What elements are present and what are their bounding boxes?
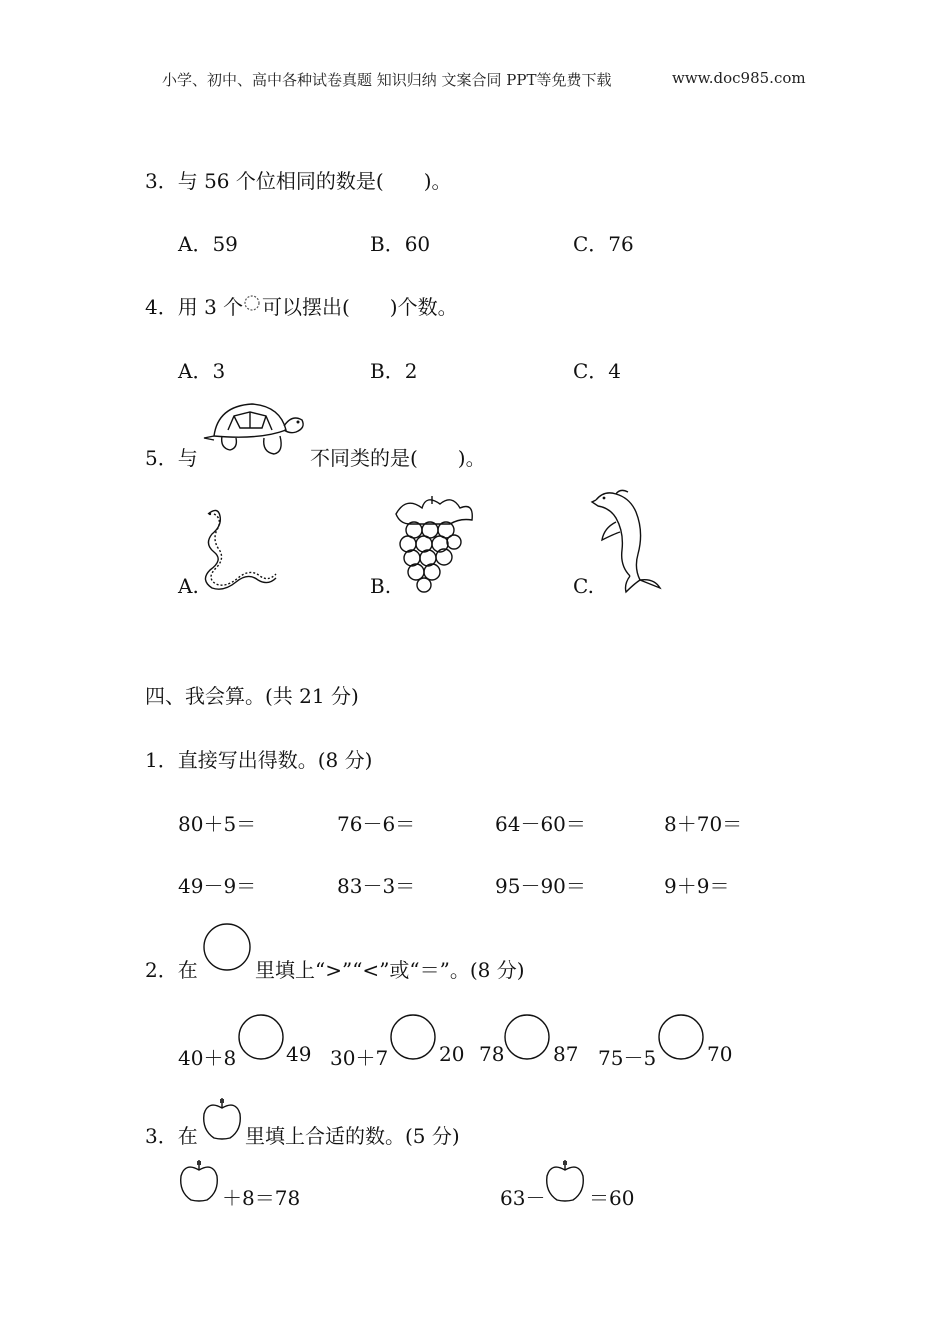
q4-option-c: C．4 [573,359,622,383]
q5-stem-end: 不同类的是( )。 [310,446,486,470]
p2-title-end: 里填上“>”“<”或“＝”。(8 分) [255,958,525,982]
section4-title: 四、我会算。(共 21 分) [145,684,359,708]
q3-option-a: A．59 [178,232,238,256]
p2-title-start: 2．在 [145,958,198,982]
calc-item: 49－9＝ [178,874,257,898]
compare-right: 49 [286,1042,312,1066]
calc-item: 8＋70＝ [664,812,743,836]
header-url: www.doc985.com [672,69,806,87]
compare-circle[interactable] [237,1013,285,1061]
compare-right: 70 [707,1042,733,1066]
q5-option-a: A. [178,574,199,598]
q5-option-c: C. [573,574,594,598]
circle-blank-icon [202,922,252,972]
snake-icon [196,504,280,594]
p3-equation-1: ＋8＝78 [222,1186,301,1210]
q5-stem-start: 5．与 [145,446,198,470]
turtle-icon [200,398,308,464]
p3-equation-2-start: 63－ [500,1186,546,1210]
calc-item: 80＋5＝ [178,812,257,836]
calc-item: 76－6＝ [337,812,416,836]
q4-option-b: B．2 [370,359,418,383]
q3-stem: 3．与 56 个位相同的数是( )。 [145,169,452,193]
p3-equation-2-end: ＝60 [589,1186,635,1210]
header-text: 小学、初中、高中各种试卷真题 知识归纳 文案合同 PPT等免费下载 [162,71,612,89]
p1-title: 1．直接写出得数。(8 分) [145,748,373,772]
dolphin-icon [590,488,664,594]
compare-left: 75－5 [598,1046,657,1070]
q3-option-c: C．76 [573,232,634,256]
compare-left: 78 [479,1042,505,1066]
grapes-icon [386,494,478,594]
calc-item: 83－3＝ [337,874,416,898]
compare-circle[interactable] [657,1013,705,1061]
p3-title-start: 3．在 [145,1124,198,1148]
compare-right: 20 [439,1042,465,1066]
compare-circle[interactable] [389,1013,437,1061]
q4-stem-end: 可以摆出( )个数。 [262,295,458,319]
bead-icon [242,293,262,313]
p3-title-end: 里填上合适的数。(5 分) [245,1124,460,1148]
calc-item: 9＋9＝ [664,874,730,898]
compare-left: 40＋8 [178,1046,237,1070]
compare-right: 87 [553,1042,579,1066]
compare-left: 30＋7 [330,1046,389,1070]
calc-item: 64－60＝ [495,812,586,836]
apple-icon [200,1096,244,1142]
q4-stem-start: 4．用 3 个 [145,295,244,319]
calc-item: 95－90＝ [495,874,586,898]
apple-blank[interactable] [177,1158,221,1204]
q3-option-b: B．60 [370,232,431,256]
q5-option-b: B. [370,574,392,598]
apple-blank[interactable] [543,1158,587,1204]
compare-circle[interactable] [503,1013,551,1061]
q4-option-a: A．3 [178,359,226,383]
